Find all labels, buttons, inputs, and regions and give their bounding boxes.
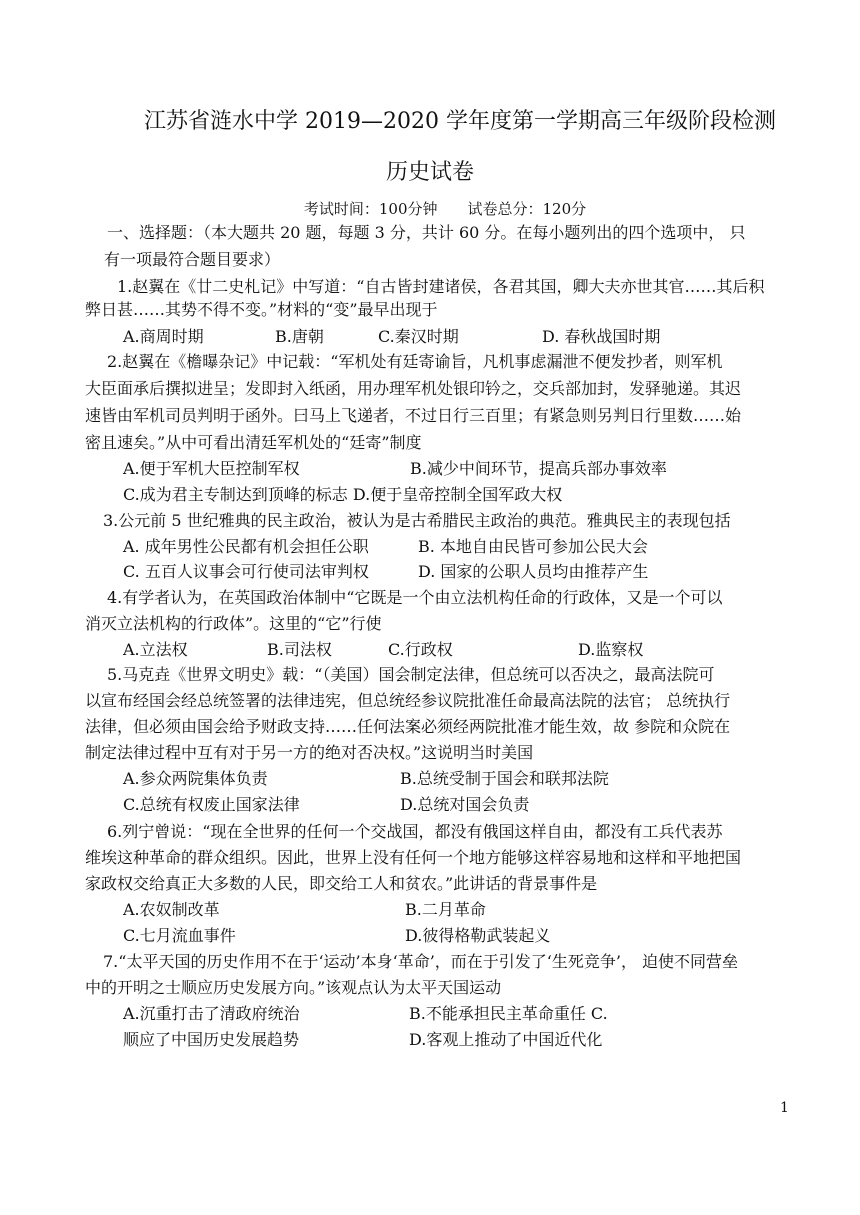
question-7-text-cont: 中的开明之士顺应历史发展方向。”该观点认为太平天国运动 [85, 978, 502, 997]
exam-meta: 考试时间：100分钟 试卷总分：120分 [303, 200, 587, 218]
question-2-option-c-d: C.成为君主专制达到顶峰的标志 D.便于皇帝控制全国军政大权 [123, 485, 563, 504]
question-1-text: 1.赵翼在《廿二史札记》中写道：“自古皆封建诸侯，各君其国，卿大夫亦世其官……其后积 [117, 277, 765, 296]
section-intro: 一、选择题：（本大题共 20 题，每题 3 分，共计 60 分。在每小题列出的四个选项中， 只 [107, 223, 746, 242]
question-2-text-cont: 速皆由军机司员判明于函外。曰马上飞递者，不过日行三百里；有紧急则另判日行里数……始 [85, 406, 742, 425]
question-1-option-c: C.秦汉时期 [378, 327, 459, 346]
question-5-option-d: D.总统对国会负责 [400, 795, 530, 814]
question-2-text: 2.赵翼在《檐曝杂记》中记载：“军机处有廷寄谕旨，凡机事虑漏泄不便发抄者，则军机 [107, 352, 723, 371]
question-2-option-a: A.便于军机大臣控制军权 [123, 459, 300, 478]
question-3-text: 3.公元前 5 世纪雅典的民主政治，被认为是古希腊民主政治的典范。雅典民主的表现包括 [103, 511, 731, 530]
section-intro-cont: 有一项最符合题目要求） [104, 250, 281, 269]
question-6-text: 6.列宁曾说：“现在全世界的任何一个交战国，都没有俄国这样自由，都没有工兵代表苏 [107, 822, 723, 841]
question-5-text-cont: 法律，但必须由国会给予财政支持……任何法案必须经两院批准才能生效，故 参院和众院在 [85, 717, 731, 736]
question-4-option-a: A.立法权 [123, 640, 188, 659]
question-5-option-b: B.总统受制于国会和联邦法院 [400, 769, 609, 788]
question-3-option-a: A. 成年男性公民都有机会担任公职 [123, 537, 369, 556]
question-5-text-cont: 以宣布经国会经总统签署的法律违宪，但总统经参议院批准任命最高法院的法官； 总统执行 [85, 691, 731, 710]
question-4-option-c: C.行政权 [388, 640, 453, 659]
question-4-text: 4.有学者认为，在英国政治体制中“它既是一个由立法机构任命的行政体，又是一个可以 [107, 588, 723, 607]
exam-subtitle: 历史试卷 [385, 160, 474, 185]
question-2-text-cont: 密且速矣。”从中可看出清廷军机处的“廷寄”制度 [85, 433, 422, 452]
question-4-option-b: B.司法权 [267, 640, 332, 659]
question-7-option-a: A.沉重打击了清政府统治 [123, 1004, 300, 1023]
question-2-text-cont: 大臣面承后撰拟进呈；发即封入纸函，用办理军机处银印钤之，交兵部加封，发驿驰递。其迟 [85, 379, 742, 398]
question-6-text-cont: 维埃这种革命的群众组织。因此，世界上没有任何一个地方能够这样容易地和这样和平地把国 [85, 848, 742, 867]
question-3-option-b: B. 本地自由民皆可参加公民大会 [418, 537, 648, 556]
question-5-text-cont: 制定法律过程中互有对于另一方的绝对否决权。”这说明当时美国 [85, 743, 534, 762]
question-3-option-d: D. 国家的公职人员均由推荐产生 [418, 562, 649, 581]
exam-title: 江苏省涟水中学 2019—2020 学年度第一学期高三年级阶段检测 [144, 109, 776, 134]
question-6-option-a: A.农奴制改革 [123, 900, 220, 919]
question-1-option-b: B.唐朝 [275, 327, 324, 346]
question-7-option-c: 顺应了中国历史发展趋势 [123, 1030, 300, 1049]
question-6-text-cont: 家政权交给真正大多数的人民，即交给工人和贫农。”此讲话的背景事件是 [85, 874, 598, 893]
question-7-text: 7.“太平天国的历史作用不在于‘运动’本身‘革命’，而在于引发了‘生死竞争’， 迫使不同营垒 [103, 952, 739, 971]
question-6-option-d: D.彼得格勒武装起义 [405, 926, 551, 945]
question-4-option-d: D.监察权 [578, 640, 644, 659]
question-5-option-c: C.总统有权废止国家法律 [123, 795, 300, 814]
question-2-option-b: B.减少中间环节，提高兵部办事效率 [410, 459, 667, 478]
question-3-option-c: C. 五百人议事会可行使司法审判权 [123, 562, 369, 581]
question-1-text-cont: 弊日甚……其势不得不变。”材料的“变”最早出现于 [85, 300, 438, 319]
question-1-option-d: D. 春秋战国时期 [542, 327, 661, 346]
question-4-text-cont: 消灭立法机构的行政体”。这里的“它”行使 [85, 614, 382, 633]
question-7-option-d: D.客观上推动了中国近代化 [409, 1030, 603, 1049]
page-number: 1 [780, 1100, 789, 1116]
question-1-option-a: A.商周时期 [123, 327, 204, 346]
question-5-option-a: A.参众两院集体负责 [123, 769, 268, 788]
question-6-option-c: C.七月流血事件 [123, 926, 236, 945]
question-7-option-b: B.不能承担民主革命重任 C. [409, 1004, 608, 1023]
question-6-option-b: B.二月革命 [405, 900, 486, 919]
question-5-text: 5.马克垚《世界文明史》载：“（美国）国会制定法律，但总统可以否决之，最高法院可 [107, 665, 715, 684]
